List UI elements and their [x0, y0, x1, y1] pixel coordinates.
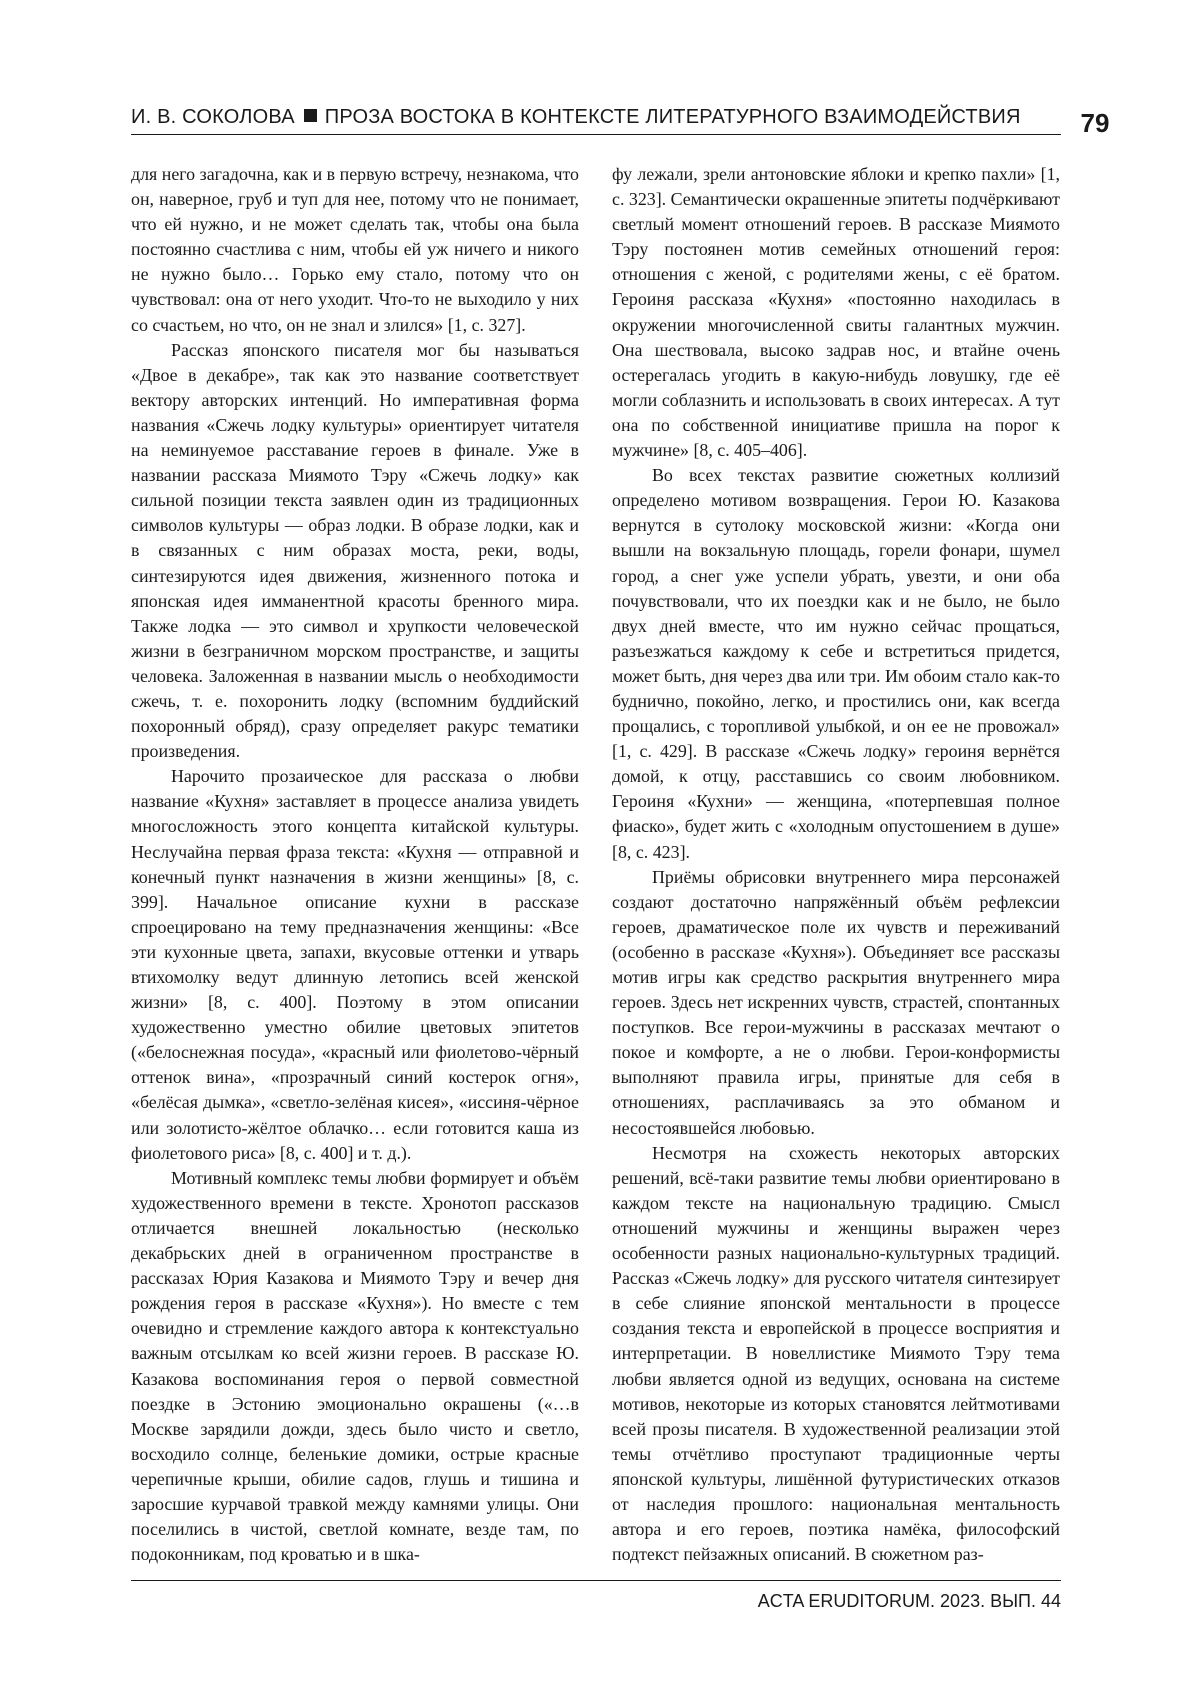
footer-divider [131, 1580, 1061, 1581]
right-column [612, 162, 1060, 1567]
paragraph: Рассказ японского писателя мог бы называться «Двое в декабре», так как это название соответствует вектору авторских интенций. Но императивная форма названия «Сжечь лодку культуры» ориентирует читателя на неминуемое расставание героев в финале. Уже в названии рассказа Миямото Тэру «Сжечь лодку» как сильной позиции текста заявлен один из традиционных символов культуры — образ лодки. В образе лодки, как и в связанных с ним образах моста, реки, воды, синтезируются идея движения, жизненного потока и японская идея имманентной красоты бренного мира. Также лодка — это символ и хрупкости человеческой жизни в безграничном морском пространстве, и защиты человека. Заложенная в названии мысль о необходимости сжечь, т. е. похоронить лодку (вспомним буддийский похоронный обряд), сразу определяет ракурс тематики произведения. [131, 339, 579, 762]
paragraph: Приёмы обрисовки внутреннего мира персонажей создают достаточно напряжённый объём рефлексии героев, драматическое поле их чувств и переживаний (особенно в рассказе «Кухня»). Объединяет все рассказы мотив игры как средство раскрытия внутреннего мира героев. Здесь нет искренних чувств, страстей, спонтанных поступков. Все герои-мужчины в рассказах мечтают о покое и комфорте, а не о любви. Герои-конформисты выполняют правила игры, принятые для себя в отношениях, расплачиваясь за это обманом и несостоявшейся любовью. [612, 866, 1060, 1138]
paragraph: Нарочито прозаическое для рассказа о любви название «Кухня» заставляет в процессе анализа увидеть многосложность этого концепта китайской культуры. Неслучайна первая фраза текста: «Кухня — отправной и конечный пункт назначения в жизни женщины» [8, с. 399]. Начальное описание кухни в рассказе спроецировано на тему предназначения женщины: «Все эти кухонные цвета, запахи, вкусовые оттенки и утварь втихомолку ведут длинную летопись всей женской жизни» [8, с. 400]. Поэтому в этом описании художественно уместно обилие цветовых эпитетов («белоснежная посуда», «красный или фиолетово-чёрный оттенок вина», «прозрачный синий костерок огня», «белёсая дымка», «светло-зелёная кисея», «иссиня-чёрное или золотисто-жёлтое облачко… если готовится каша из фиолетового риса» [8, с. 400] и т. д.). [131, 766, 579, 1163]
running-head-title: ПРОЗА ВОСТОКА В КОНТЕКСТЕ ЛИТЕРАТУРНОГО ВЗАИМОДЕЙСТВИЯ [324, 106, 1021, 128]
paragraph: для него загадочна, как и в первую встречу, незнакома, что он, наверное, груб и туп для нее, потому что не понимает, что ей нужно, и не может сделать так, чтобы она была постоянно счастлива с ним, чтобы ей уж ничего и никого не нужно было… Горько ему стало, потому что он чувствовал: она от него уходит. Что-то не выходило у них со счастьем, но что, он не знал и злился» [1, с. 327]. [131, 164, 579, 335]
paragraph: фу лежали, зрели антоновские яблоки и крепко пахли» [1, с. 323]. Семантически окрашенные эпитеты подчёркивают светлый момент отношений героев. В рассказе Миямото Тэру постоянен мотив семейных отношений героя: отношения с женой, с родителями жены, с её братом. Героиня рассказа «Кухня» «постоянно находилась в окружении многочисленной свиты галантных мужчин. Она шествовала, высоко задрав нос, и втайне очень остерегалась угодить в какую-нибудь ловушку, где её могли соблазнить и использовать в своих интересах. А тут она по собственной инициативе пришла на порог к мужчине» [8, с. 405–406]. [612, 164, 1060, 461]
page-number: 79 [1080, 108, 1110, 138]
square-separator-icon [304, 109, 317, 122]
journal-footer: ACTA ERUDITORUM. 2023. ВЫП. 44 [757, 1591, 1061, 1611]
running-head-author: И. В. СОКОЛОВА [131, 106, 295, 128]
left-column [131, 162, 579, 1567]
paragraph: Мотивный комплекс темы любви формирует и объём художественного времени в тексте. Хронотоп рассказов отличается внешней локальностью (несколько декабрьских дней в ограниченном пространстве в рассказах Юрия Казакова и Миямото Тэру и вечер дня рождения героя в рассказе «Кухня»). Но вместе с тем очевидно и стремление каждого автора к контекстуально важным отсылкам ко всей жизни героев. В рассказе Ю. Казакова воспоминания героя о первой совместной поездке в Эстонию эмоционально окрашены («…в Москве зарядили дожди, здесь было чисто и светло, восходило солнце, беленькие домики, острые красные черепичные крыши, обилие садов, глушь и тишина и заросшие курчавой травкой между камнями улицы. Они поселились в чистой, светлой комнате, везде там, по подоконникам, под кроватью и в шка- [131, 1167, 579, 1565]
paragraph: Несмотря на схожесть некоторых авторских решений, всё-таки развитие темы любви ориентировано в каждом тексте на национальную традицию. Смысл отношений мужчины и женщины выражен через особенности разных национально-культурных традиций. Рассказ «Сжечь лодку» для русского читателя синтезирует в себе слияние японской ментальности в процессе создания текста и европейской в процессе восприятия и интерпретации. В новеллистике Миямото Тэру тема любви является одной из ведущих, основана на системе мотивов, некоторые из которых становятся лейтмотивами всей прозы писателя. В художественной реализации этой темы отчётливо проступают традиционные черты японской культуры, лишённой футуристических отказов от наследия прошлого: национальная ментальность автора и его героев, поэтика намёка, философский подтекст пейзажных описаний. В сюжетном раз- [612, 1142, 1060, 1565]
running-head [131, 104, 1061, 135]
paragraph: Во всех текстах развитие сюжетных коллизий определено мотивом возвращения. Герои Ю. Казакова вернутся в сутолоку московской жизни: «Когда они вышли на вокзальную площадь, горели фонари, шумел город, а снег уже успели убрать, увезти, и они оба почувствовали, что их поездки как и не было, не было двух дней вместе, что им нужно сейчас прощаться, разъезжаться каждому к себе и встретиться придется, может быть, дня через два или три. Им обоим стало как-то буднично, покойно, легко, и простились они, как всегда прощались, с торопливой улыбкой, и он ее не провожал» [1, с. 429]. В рассказе «Сжечь лодку» героиня вернётся домой, к отцу, расставшись со своим любовником. Героиня «Кухни» — женщина, «потерпевшая полное фиаско», будет жить с «холодным опустошением в душе» [8, с. 423]. [612, 465, 1060, 862]
